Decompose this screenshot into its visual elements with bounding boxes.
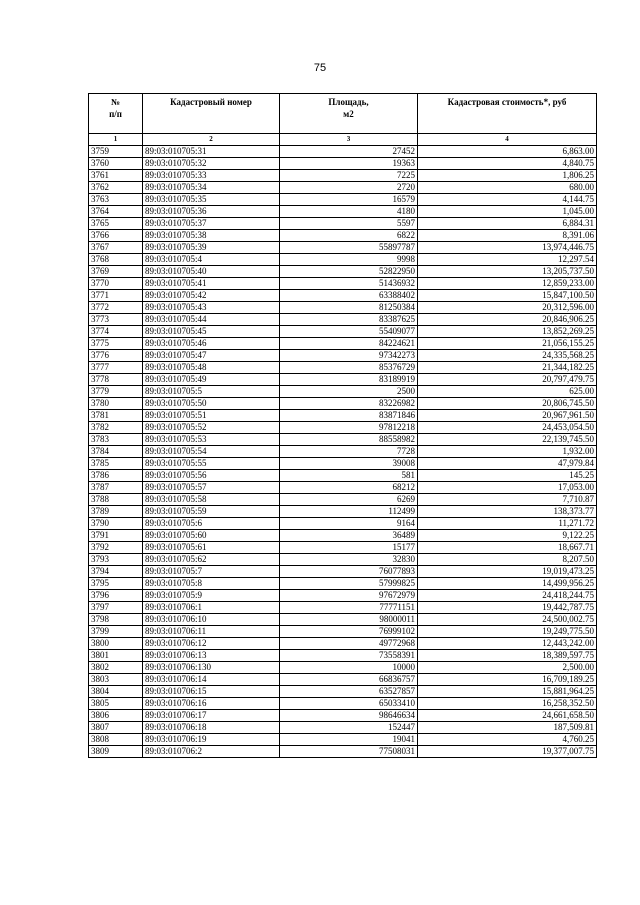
table-row (89, 470, 597, 482)
row-number-cell: 3791 (89, 530, 143, 542)
table-row (89, 542, 597, 554)
cadastral-number-cell: 89:03:010705:51 (143, 410, 280, 422)
row-number-cell: 3775 (89, 338, 143, 350)
area-cell: 152447 (280, 722, 418, 734)
table-row (89, 686, 597, 698)
cadastral-value-cell: 18,389,597.75 (418, 650, 597, 662)
row-number-cell: 3807 (89, 722, 143, 734)
table-row (89, 158, 597, 170)
column-number: 3 (280, 134, 418, 146)
row-number-cell: 3799 (89, 626, 143, 638)
cadastral-value-cell: 138,373.77 (418, 506, 597, 518)
area-cell: 39008 (280, 458, 418, 470)
cadastral-number-cell: 89:03:010706:12 (143, 638, 280, 650)
cadastral-number-cell: 89:03:010705:56 (143, 470, 280, 482)
table-row (89, 530, 597, 542)
area-cell: 32830 (280, 554, 418, 566)
table-row (89, 230, 597, 242)
row-number-cell: 3772 (89, 302, 143, 314)
area-cell: 63527857 (280, 686, 418, 698)
area-cell: 55409077 (280, 326, 418, 338)
row-number-cell: 3792 (89, 542, 143, 554)
area-cell: 5597 (280, 218, 418, 230)
area-cell: 19041 (280, 734, 418, 746)
area-cell: 6822 (280, 230, 418, 242)
cadastral-number-cell: 89:03:010705:49 (143, 374, 280, 386)
row-number-cell: 3774 (89, 326, 143, 338)
cadastral-value-cell: 16,709,189.25 (418, 674, 597, 686)
cadastral-value-cell: 15,881,964.25 (418, 686, 597, 698)
area-cell: 97672979 (280, 590, 418, 602)
cadastral-number-cell: 89:03:010705:34 (143, 182, 280, 194)
row-number-cell: 3781 (89, 410, 143, 422)
row-number-cell: 3761 (89, 170, 143, 182)
table-row (89, 170, 597, 182)
row-number-cell: 3762 (89, 182, 143, 194)
table-row (89, 362, 597, 374)
table-row (89, 398, 597, 410)
cadastral-value-cell: 21,344,182.25 (418, 362, 597, 374)
cadastral-value-cell: 4,760.25 (418, 734, 597, 746)
area-cell: 83189919 (280, 374, 418, 386)
table-body (89, 146, 597, 758)
cadastral-number-cell: 89:03:010705:47 (143, 350, 280, 362)
row-number-cell: 3788 (89, 494, 143, 506)
cadastral-number-cell: 89:03:010705:41 (143, 278, 280, 290)
area-cell: 85376729 (280, 362, 418, 374)
cadastral-value-cell: 4,144.75 (418, 194, 597, 206)
table-row (89, 194, 597, 206)
cadastral-number-cell: 89:03:010705:37 (143, 218, 280, 230)
row-number-cell: 3786 (89, 470, 143, 482)
cadastral-value-cell: 17,053.00 (418, 482, 597, 494)
cadastral-value-cell: 20,312,596.00 (418, 302, 597, 314)
cadastral-number-cell: 89:03:010705:39 (143, 242, 280, 254)
row-number-cell: 3769 (89, 266, 143, 278)
cadastral-value-cell: 13,974,446.75 (418, 242, 597, 254)
cadastral-value-cell: 12,443,242.00 (418, 638, 597, 650)
table-row (89, 182, 597, 194)
row-number-cell: 3804 (89, 686, 143, 698)
cadastral-value-cell: 20,797,479.75 (418, 374, 597, 386)
cadastral-value-cell: 12,859,233.00 (418, 278, 597, 290)
cadastral-number-cell: 89:03:010705:42 (143, 290, 280, 302)
row-number-cell: 3789 (89, 506, 143, 518)
cadastral-value-cell: 13,205,737.50 (418, 266, 597, 278)
area-cell: 16579 (280, 194, 418, 206)
cadastral-number-cell: 89:03:010705:53 (143, 434, 280, 446)
column-number-row (89, 134, 597, 146)
area-cell: 2500 (280, 386, 418, 398)
cadastral-value-cell: 625.00 (418, 386, 597, 398)
table-row (89, 746, 597, 758)
table-row (89, 734, 597, 746)
cadastral-number-cell: 89:03:010705:45 (143, 326, 280, 338)
page-number: 75 (313, 62, 327, 74)
area-cell: 52822950 (280, 266, 418, 278)
cadastral-value-cell: 24,453,054.50 (418, 422, 597, 434)
cadastral-number-cell: 89:03:010705:40 (143, 266, 280, 278)
cadastral-value-cell: 8,391.06 (418, 230, 597, 242)
row-number-cell: 3808 (89, 734, 143, 746)
cadastral-number-cell: 89:03:010706:11 (143, 626, 280, 638)
table-row (89, 242, 597, 254)
row-number-cell: 3768 (89, 254, 143, 266)
area-cell: 27452 (280, 146, 418, 158)
area-cell: 2720 (280, 182, 418, 194)
table-row (89, 614, 597, 626)
cadastral-value-cell: 8,207.50 (418, 554, 597, 566)
area-cell: 36489 (280, 530, 418, 542)
header-cadastral-number: Кадастровый номер (143, 94, 280, 134)
table-row (89, 266, 597, 278)
area-cell: 83226982 (280, 398, 418, 410)
row-number-cell: 3764 (89, 206, 143, 218)
table-row (89, 602, 597, 614)
cadastral-value-cell: 19,442,787.75 (418, 602, 597, 614)
area-cell: 98000011 (280, 614, 418, 626)
area-cell: 7225 (280, 170, 418, 182)
area-cell: 9998 (280, 254, 418, 266)
table-row (89, 302, 597, 314)
row-number-cell: 3797 (89, 602, 143, 614)
table-row (89, 446, 597, 458)
table-row (89, 698, 597, 710)
row-number-cell: 3800 (89, 638, 143, 650)
area-cell: 97812218 (280, 422, 418, 434)
area-cell: 81250384 (280, 302, 418, 314)
cadastral-number-cell: 89:03:010706:19 (143, 734, 280, 746)
table-row (89, 410, 597, 422)
row-number-cell: 3776 (89, 350, 143, 362)
cadastral-value-cell: 11,271.72 (418, 518, 597, 530)
row-number-cell: 3794 (89, 566, 143, 578)
area-cell: 77508031 (280, 746, 418, 758)
row-number-cell: 3767 (89, 242, 143, 254)
table-row (89, 350, 597, 362)
cadastral-number-cell: 89:03:010705:57 (143, 482, 280, 494)
table-row (89, 578, 597, 590)
cadastral-value-cell: 1,045.00 (418, 206, 597, 218)
area-cell: 63388402 (280, 290, 418, 302)
table-row (89, 566, 597, 578)
cadastral-number-cell: 89:03:010706:14 (143, 674, 280, 686)
area-cell: 4180 (280, 206, 418, 218)
cadastral-number-cell: 89:03:010705:36 (143, 206, 280, 218)
row-number-cell: 3796 (89, 590, 143, 602)
row-number-cell: 3766 (89, 230, 143, 242)
row-number-cell: 3790 (89, 518, 143, 530)
cadastral-number-cell: 89:03:010705:31 (143, 146, 280, 158)
area-cell: 7728 (280, 446, 418, 458)
area-cell: 83871846 (280, 410, 418, 422)
row-number-cell: 3787 (89, 482, 143, 494)
table-row (89, 650, 597, 662)
column-number: 1 (89, 134, 143, 146)
table-row (89, 458, 597, 470)
cadastral-number-cell: 89:03:010705:54 (143, 446, 280, 458)
row-number-cell: 3806 (89, 710, 143, 722)
header-cadastral-value: Кадастровая стоимость*, руб (418, 94, 597, 134)
cadastral-number-cell: 89:03:010705:5 (143, 386, 280, 398)
cadastral-value-cell: 24,418,244.75 (418, 590, 597, 602)
table-row (89, 326, 597, 338)
cadastral-number-cell: 89:03:010705:33 (143, 170, 280, 182)
cadastral-value-cell: 24,335,568.25 (418, 350, 597, 362)
row-number-cell: 3759 (89, 146, 143, 158)
area-cell: 55897787 (280, 242, 418, 254)
area-cell: 98646634 (280, 710, 418, 722)
cadastral-number-cell: 89:03:010705:62 (143, 554, 280, 566)
cadastral-value-cell: 19,377,007.75 (418, 746, 597, 758)
cadastral-number-cell: 89:03:010706:1 (143, 602, 280, 614)
cadastral-value-cell: 14,499,956.25 (418, 578, 597, 590)
area-cell: 19363 (280, 158, 418, 170)
table-row (89, 422, 597, 434)
area-cell: 84224621 (280, 338, 418, 350)
row-number-cell: 3779 (89, 386, 143, 398)
row-number-cell: 3798 (89, 614, 143, 626)
table-row (89, 482, 597, 494)
table-row (89, 374, 597, 386)
row-number-cell: 3760 (89, 158, 143, 170)
cadastral-number-cell: 89:03:010705:8 (143, 578, 280, 590)
area-cell: 9164 (280, 518, 418, 530)
cadastral-value-cell: 145.25 (418, 470, 597, 482)
cadastral-value-cell: 47,979.84 (418, 458, 597, 470)
row-number-cell: 3783 (89, 434, 143, 446)
area-cell: 73558391 (280, 650, 418, 662)
row-number-cell: 3777 (89, 362, 143, 374)
table-row (89, 710, 597, 722)
column-number: 4 (418, 134, 597, 146)
cadastral-number-cell: 89:03:010706:130 (143, 662, 280, 674)
cadastral-number-cell: 89:03:010705:59 (143, 506, 280, 518)
cadastral-number-cell: 89:03:010705:9 (143, 590, 280, 602)
area-cell: 76077893 (280, 566, 418, 578)
cadastral-value-cell: 18,667.71 (418, 542, 597, 554)
table-row (89, 254, 597, 266)
cadastral-number-cell: 89:03:010705:58 (143, 494, 280, 506)
area-cell: 10000 (280, 662, 418, 674)
cadastral-value-cell: 22,139,745.50 (418, 434, 597, 446)
table-row (89, 626, 597, 638)
cadastral-number-cell: 89:03:010705:38 (143, 230, 280, 242)
table-row (89, 338, 597, 350)
area-cell: 49772968 (280, 638, 418, 650)
cadastral-value-cell: 1,806.25 (418, 170, 597, 182)
cadastral-value-cell: 9,122.25 (418, 530, 597, 542)
cadastral-value-cell: 187,509.81 (418, 722, 597, 734)
table-row (89, 146, 597, 158)
row-number-cell: 3770 (89, 278, 143, 290)
header-area: Площадь, м2 (280, 94, 418, 134)
row-number-cell: 3782 (89, 422, 143, 434)
cadastral-number-cell: 89:03:010705:46 (143, 338, 280, 350)
cadastral-number-cell: 89:03:010705:50 (143, 398, 280, 410)
cadastral-value-cell: 24,661,658.50 (418, 710, 597, 722)
row-number-cell: 3795 (89, 578, 143, 590)
table-row (89, 314, 597, 326)
area-cell: 66836757 (280, 674, 418, 686)
cadastral-number-cell: 89:03:010705:52 (143, 422, 280, 434)
cadastral-number-cell: 89:03:010706:17 (143, 710, 280, 722)
cadastral-value-cell: 7,710.87 (418, 494, 597, 506)
table-row (89, 662, 597, 674)
table-row (89, 206, 597, 218)
cadastral-number-cell: 89:03:010705:61 (143, 542, 280, 554)
cadastral-value-cell: 680.00 (418, 182, 597, 194)
cadastral-value-cell: 13,852,269.25 (418, 326, 597, 338)
table-row (89, 590, 597, 602)
cadastral-table (88, 93, 597, 758)
cadastral-value-cell: 6,863.00 (418, 146, 597, 158)
cadastral-value-cell: 6,884.31 (418, 218, 597, 230)
cadastral-value-cell: 19,249,775.50 (418, 626, 597, 638)
cadastral-number-cell: 89:03:010705:43 (143, 302, 280, 314)
cadastral-number-cell: 89:03:010706:15 (143, 686, 280, 698)
row-number-cell: 3765 (89, 218, 143, 230)
cadastral-value-cell: 15,847,100.50 (418, 290, 597, 302)
cadastral-value-cell: 24,500,002.75 (418, 614, 597, 626)
table-header-row (89, 94, 597, 134)
area-cell: 57999825 (280, 578, 418, 590)
row-number-cell: 3801 (89, 650, 143, 662)
area-cell: 83387625 (280, 314, 418, 326)
area-cell: 77771151 (280, 602, 418, 614)
cadastral-number-cell: 89:03:010705:6 (143, 518, 280, 530)
cadastral-number-cell: 89:03:010705:32 (143, 158, 280, 170)
row-number-cell: 3785 (89, 458, 143, 470)
area-cell: 581 (280, 470, 418, 482)
table-row (89, 638, 597, 650)
table-row (89, 554, 597, 566)
cadastral-number-cell: 89:03:010705:48 (143, 362, 280, 374)
area-cell: 97342273 (280, 350, 418, 362)
cadastral-value-cell: 2,500.00 (418, 662, 597, 674)
area-cell: 15177 (280, 542, 418, 554)
cadastral-value-cell: 12,297.54 (418, 254, 597, 266)
cadastral-number-cell: 89:03:010706:13 (143, 650, 280, 662)
row-number-cell: 3773 (89, 314, 143, 326)
table-row (89, 722, 597, 734)
table-row (89, 434, 597, 446)
cadastral-number-cell: 89:03:010706:16 (143, 698, 280, 710)
cadastral-value-cell: 20,967,961.50 (418, 410, 597, 422)
row-number-cell: 3763 (89, 194, 143, 206)
area-cell: 68212 (280, 482, 418, 494)
cadastral-number-cell: 89:03:010705:35 (143, 194, 280, 206)
cadastral-number-cell: 89:03:010706:2 (143, 746, 280, 758)
area-cell: 65033410 (280, 698, 418, 710)
table-row (89, 386, 597, 398)
cadastral-number-cell: 89:03:010705:60 (143, 530, 280, 542)
row-number-cell: 3771 (89, 290, 143, 302)
table-row (89, 278, 597, 290)
cadastral-value-cell: 19,019,473.25 (418, 566, 597, 578)
area-cell: 76999102 (280, 626, 418, 638)
cadastral-value-cell: 20,846,906.25 (418, 314, 597, 326)
row-number-cell: 3784 (89, 446, 143, 458)
table-row (89, 674, 597, 686)
row-number-cell: 3778 (89, 374, 143, 386)
area-cell: 88558982 (280, 434, 418, 446)
cadastral-number-cell: 89:03:010706:18 (143, 722, 280, 734)
column-number: 2 (143, 134, 280, 146)
table-row (89, 290, 597, 302)
cadastral-number-cell: 89:03:010705:7 (143, 566, 280, 578)
row-number-cell: 3793 (89, 554, 143, 566)
header-row-number: № п/п (89, 94, 143, 134)
cadastral-value-cell: 4,840.75 (418, 158, 597, 170)
area-cell: 51436932 (280, 278, 418, 290)
cadastral-value-cell: 21,056,155.25 (418, 338, 597, 350)
table-row (89, 218, 597, 230)
row-number-cell: 3780 (89, 398, 143, 410)
row-number-cell: 3809 (89, 746, 143, 758)
cadastral-number-cell: 89:03:010705:4 (143, 254, 280, 266)
cadastral-value-cell: 1,932.00 (418, 446, 597, 458)
row-number-cell: 3805 (89, 698, 143, 710)
table-row (89, 494, 597, 506)
row-number-cell: 3803 (89, 674, 143, 686)
cadastral-number-cell: 89:03:010706:10 (143, 614, 280, 626)
table-row (89, 506, 597, 518)
table-row (89, 518, 597, 530)
cadastral-value-cell: 16,258,352.50 (418, 698, 597, 710)
cadastral-value-cell: 20,806,745.50 (418, 398, 597, 410)
row-number-cell: 3802 (89, 662, 143, 674)
area-cell: 6269 (280, 494, 418, 506)
cadastral-number-cell: 89:03:010705:55 (143, 458, 280, 470)
cadastral-number-cell: 89:03:010705:44 (143, 314, 280, 326)
area-cell: 112499 (280, 506, 418, 518)
